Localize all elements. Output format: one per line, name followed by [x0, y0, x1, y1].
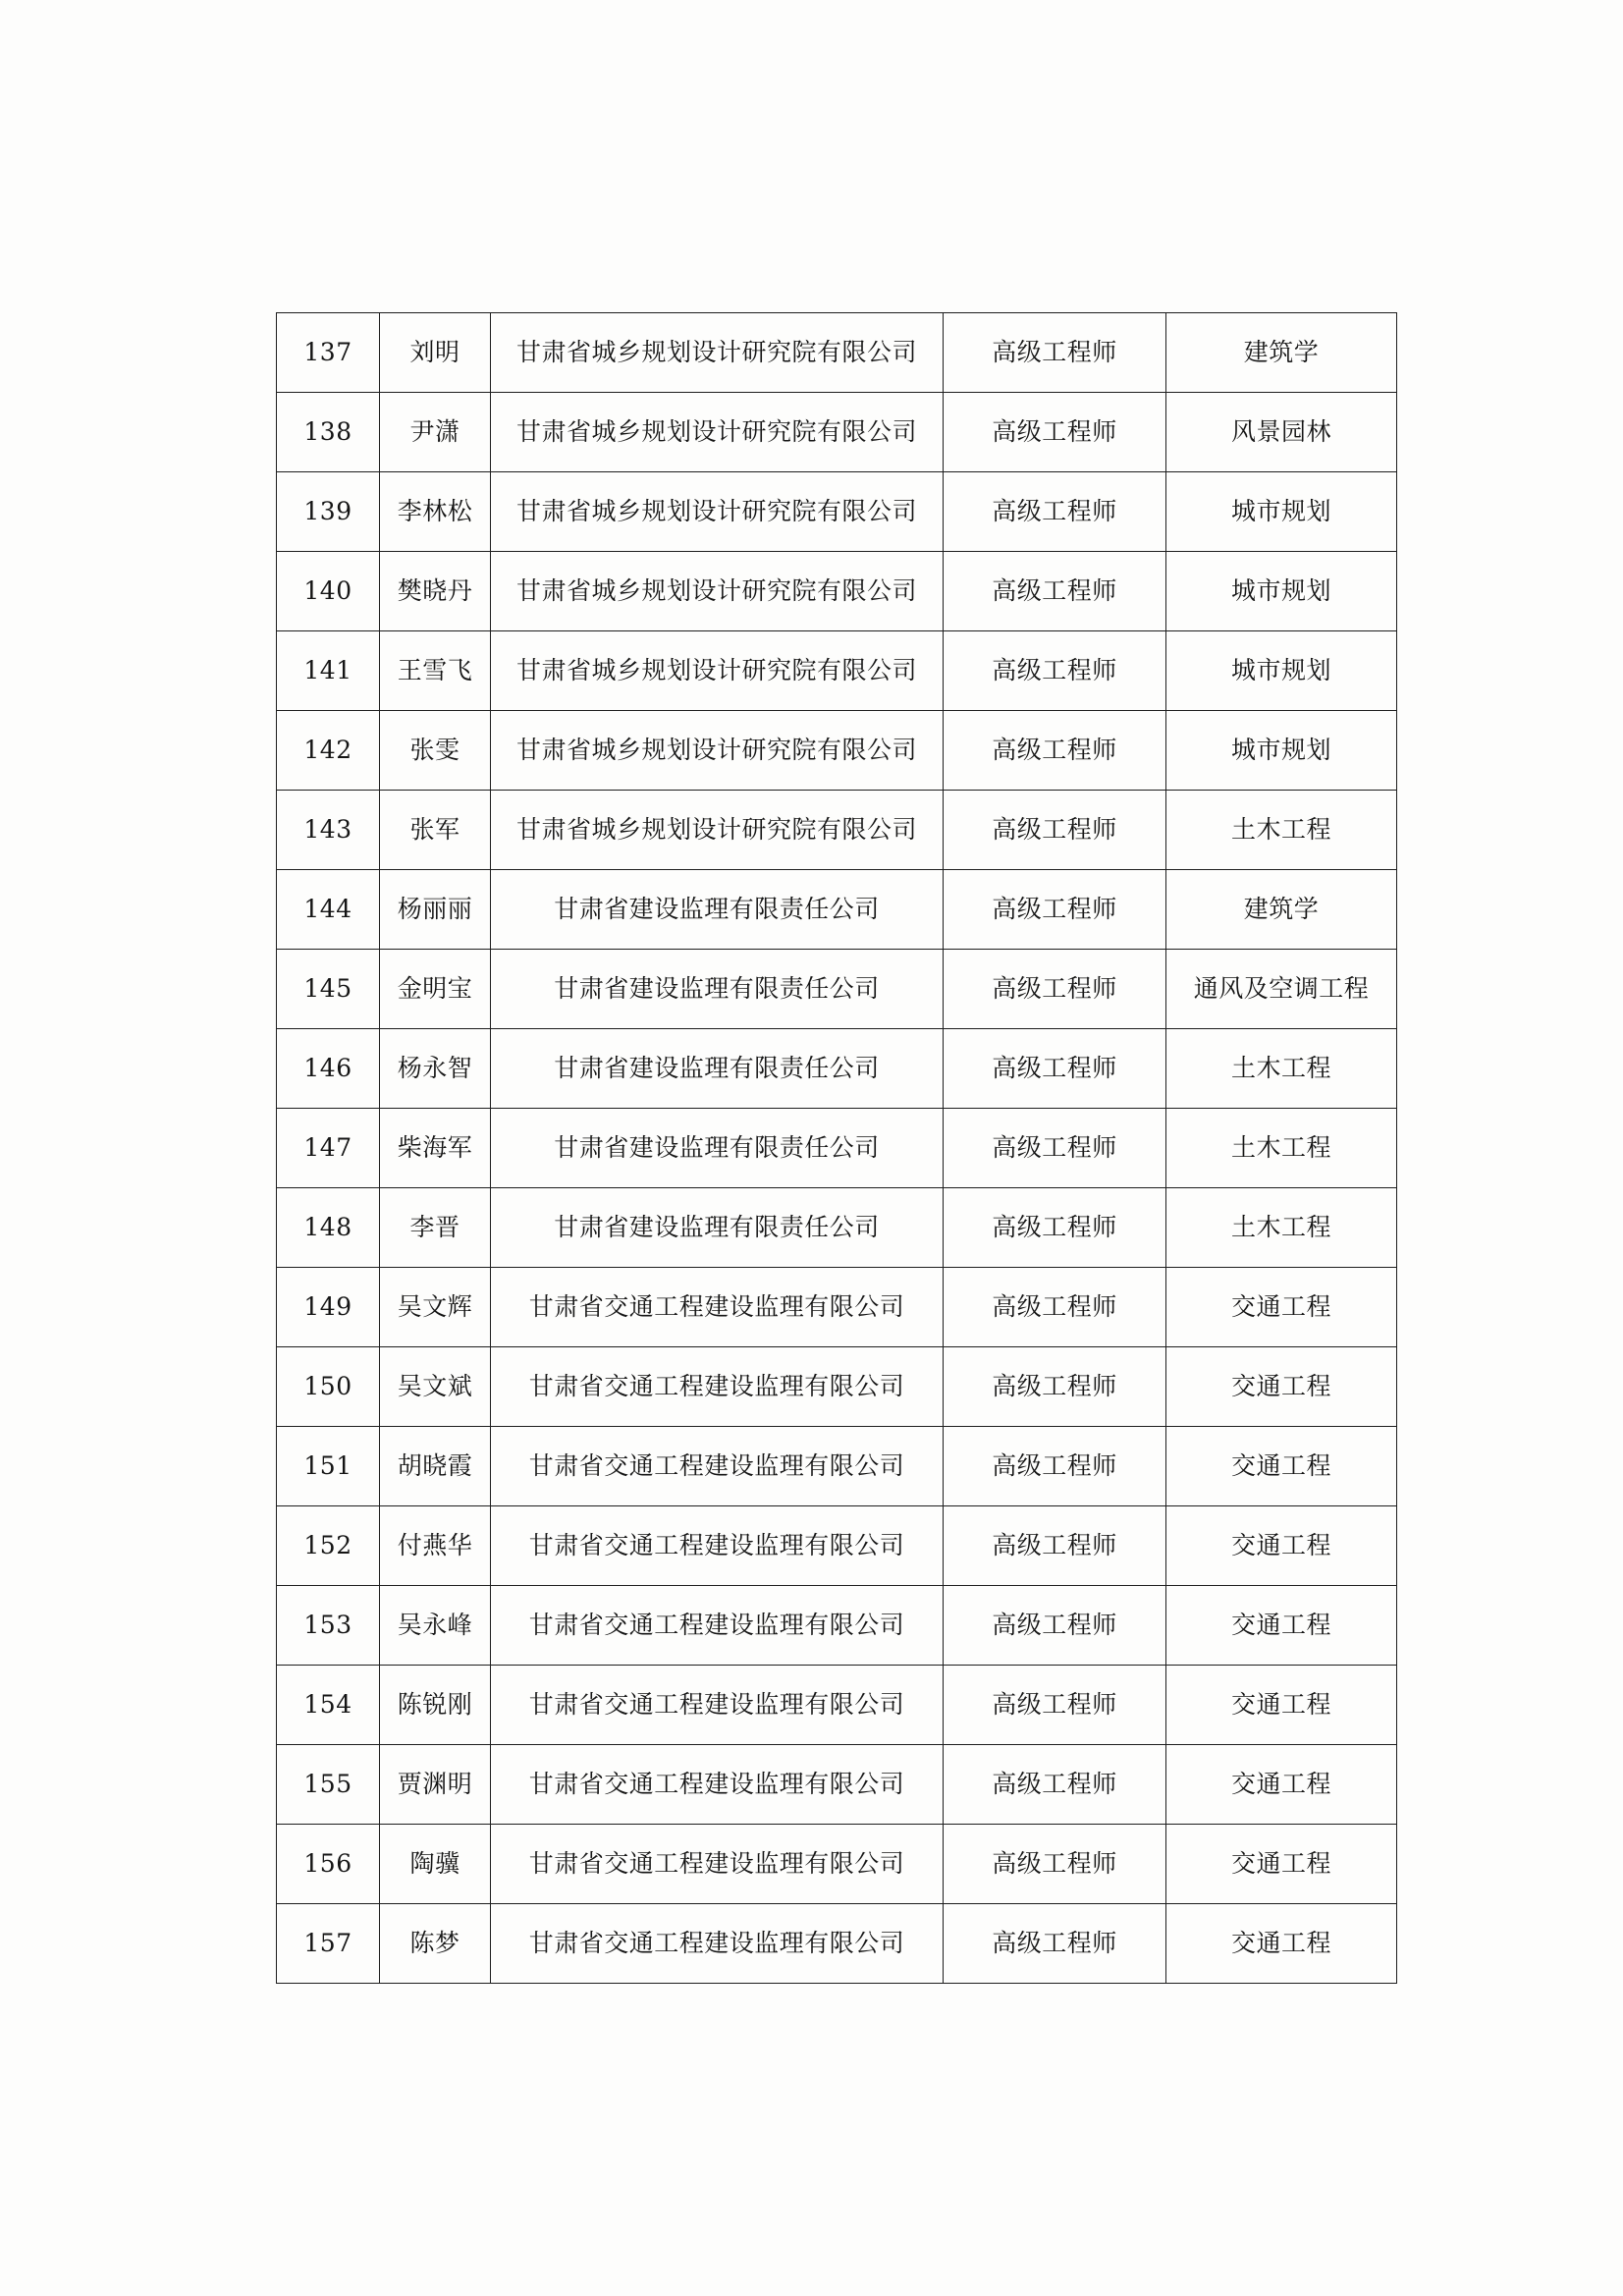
cell-serial-number: 138 — [277, 393, 380, 472]
cell-person-name: 付燕华 — [380, 1506, 491, 1586]
table-row — [277, 870, 1397, 950]
cell-major: 建筑学 — [1166, 870, 1397, 950]
cell-person-name: 金明宝 — [380, 950, 491, 1029]
cell-major: 通风及空调工程 — [1166, 950, 1397, 1029]
cell-declared-title: 高级工程师 — [944, 1268, 1166, 1347]
cell-organization: 甘肃省城乡规划设计研究院有限公司 — [491, 631, 944, 711]
cell-organization: 甘肃省交通工程建设监理有限公司 — [491, 1745, 944, 1825]
cell-person-name: 柴海军 — [380, 1109, 491, 1188]
table-row — [277, 1506, 1397, 1586]
cell-person-name: 樊晓丹 — [380, 552, 491, 631]
cell-major: 交通工程 — [1166, 1745, 1397, 1825]
table-row — [277, 1586, 1397, 1666]
table-row — [277, 1347, 1397, 1427]
cell-serial-number: 149 — [277, 1268, 380, 1347]
cell-serial-number: 146 — [277, 1029, 380, 1109]
table-row — [277, 1188, 1397, 1268]
table-row — [277, 711, 1397, 791]
cell-serial-number: 150 — [277, 1347, 380, 1427]
cell-organization: 甘肃省城乡规划设计研究院有限公司 — [491, 313, 944, 393]
cell-person-name: 吴永峰 — [380, 1586, 491, 1666]
cell-serial-number: 141 — [277, 631, 380, 711]
cell-declared-title: 高级工程师 — [944, 1029, 1166, 1109]
table-row — [277, 313, 1397, 393]
cell-organization: 甘肃省交通工程建设监理有限公司 — [491, 1904, 944, 1984]
cell-declared-title: 高级工程师 — [944, 1825, 1166, 1904]
cell-declared-title: 高级工程师 — [944, 1347, 1166, 1427]
cell-serial-number: 139 — [277, 472, 380, 552]
cell-major: 交通工程 — [1166, 1268, 1397, 1347]
cell-major: 土木工程 — [1166, 791, 1397, 870]
cell-major: 交通工程 — [1166, 1506, 1397, 1586]
cell-serial-number: 154 — [277, 1666, 380, 1745]
table-row — [277, 950, 1397, 1029]
cell-declared-title: 高级工程师 — [944, 472, 1166, 552]
cell-person-name: 杨丽丽 — [380, 870, 491, 950]
cell-declared-title: 高级工程师 — [944, 1666, 1166, 1745]
cell-person-name: 吴文辉 — [380, 1268, 491, 1347]
cell-person-name: 张军 — [380, 791, 491, 870]
cell-serial-number: 156 — [277, 1825, 380, 1904]
table-row — [277, 1904, 1397, 1984]
cell-organization: 甘肃省建设监理有限责任公司 — [491, 870, 944, 950]
cell-person-name: 吴文斌 — [380, 1347, 491, 1427]
cell-serial-number: 143 — [277, 791, 380, 870]
cell-major: 交通工程 — [1166, 1904, 1397, 1984]
cell-person-name: 贾渊明 — [380, 1745, 491, 1825]
roster-table — [276, 312, 1397, 1984]
cell-major: 土木工程 — [1166, 1188, 1397, 1268]
cell-major: 城市规划 — [1166, 472, 1397, 552]
cell-serial-number: 153 — [277, 1586, 380, 1666]
cell-serial-number: 145 — [277, 950, 380, 1029]
cell-person-name: 陈锐刚 — [380, 1666, 491, 1745]
cell-declared-title: 高级工程师 — [944, 1586, 1166, 1666]
cell-organization: 甘肃省建设监理有限责任公司 — [491, 950, 944, 1029]
cell-major: 交通工程 — [1166, 1666, 1397, 1745]
cell-organization: 甘肃省城乡规划设计研究院有限公司 — [491, 552, 944, 631]
cell-declared-title: 高级工程师 — [944, 631, 1166, 711]
cell-organization: 甘肃省交通工程建设监理有限公司 — [491, 1506, 944, 1586]
cell-person-name: 李林松 — [380, 472, 491, 552]
roster-table-container — [276, 312, 1370, 1984]
table-row — [277, 1825, 1397, 1904]
cell-major: 交通工程 — [1166, 1427, 1397, 1506]
cell-major: 交通工程 — [1166, 1586, 1397, 1666]
cell-declared-title: 高级工程师 — [944, 1506, 1166, 1586]
cell-organization: 甘肃省交通工程建设监理有限公司 — [491, 1825, 944, 1904]
cell-person-name: 李晋 — [380, 1188, 491, 1268]
cell-declared-title: 高级工程师 — [944, 313, 1166, 393]
table-row — [277, 1666, 1397, 1745]
cell-declared-title: 高级工程师 — [944, 1904, 1166, 1984]
cell-organization: 甘肃省交通工程建设监理有限公司 — [491, 1427, 944, 1506]
cell-declared-title: 高级工程师 — [944, 870, 1166, 950]
cell-declared-title: 高级工程师 — [944, 1109, 1166, 1188]
cell-declared-title: 高级工程师 — [944, 1745, 1166, 1825]
cell-major: 城市规划 — [1166, 552, 1397, 631]
cell-organization: 甘肃省建设监理有限责任公司 — [491, 1109, 944, 1188]
cell-declared-title: 高级工程师 — [944, 1188, 1166, 1268]
cell-organization: 甘肃省交通工程建设监理有限公司 — [491, 1666, 944, 1745]
cell-person-name: 尹潇 — [380, 393, 491, 472]
cell-organization: 甘肃省建设监理有限责任公司 — [491, 1029, 944, 1109]
table-row — [277, 552, 1397, 631]
cell-organization: 甘肃省城乡规划设计研究院有限公司 — [491, 472, 944, 552]
cell-declared-title: 高级工程师 — [944, 1427, 1166, 1506]
cell-organization: 甘肃省城乡规划设计研究院有限公司 — [491, 711, 944, 791]
cell-person-name: 陈梦 — [380, 1904, 491, 1984]
table-row — [277, 393, 1397, 472]
table-row — [277, 1427, 1397, 1506]
cell-major: 风景园林 — [1166, 393, 1397, 472]
cell-serial-number: 157 — [277, 1904, 380, 1984]
table-row — [277, 472, 1397, 552]
cell-organization: 甘肃省交通工程建设监理有限公司 — [491, 1586, 944, 1666]
cell-person-name: 陶骥 — [380, 1825, 491, 1904]
cell-major: 交通工程 — [1166, 1347, 1397, 1427]
cell-major: 交通工程 — [1166, 1825, 1397, 1904]
cell-serial-number: 137 — [277, 313, 380, 393]
table-row — [277, 1745, 1397, 1825]
cell-declared-title: 高级工程师 — [944, 393, 1166, 472]
table-row — [277, 631, 1397, 711]
cell-serial-number: 142 — [277, 711, 380, 791]
cell-serial-number: 144 — [277, 870, 380, 950]
cell-person-name: 张雯 — [380, 711, 491, 791]
cell-major: 土木工程 — [1166, 1109, 1397, 1188]
table-row — [277, 1268, 1397, 1347]
cell-serial-number: 140 — [277, 552, 380, 631]
cell-serial-number: 151 — [277, 1427, 380, 1506]
cell-person-name: 杨永智 — [380, 1029, 491, 1109]
table-row — [277, 1109, 1397, 1188]
cell-organization: 甘肃省交通工程建设监理有限公司 — [491, 1347, 944, 1427]
cell-serial-number: 155 — [277, 1745, 380, 1825]
cell-major: 建筑学 — [1166, 313, 1397, 393]
cell-declared-title: 高级工程师 — [944, 950, 1166, 1029]
cell-organization: 甘肃省城乡规划设计研究院有限公司 — [491, 791, 944, 870]
cell-major: 城市规划 — [1166, 631, 1397, 711]
cell-serial-number: 147 — [277, 1109, 380, 1188]
roster-table-body — [277, 313, 1397, 1984]
cell-person-name: 刘明 — [380, 313, 491, 393]
cell-declared-title: 高级工程师 — [944, 552, 1166, 631]
cell-major: 土木工程 — [1166, 1029, 1397, 1109]
cell-declared-title: 高级工程师 — [944, 791, 1166, 870]
cell-serial-number: 152 — [277, 1506, 380, 1586]
table-row — [277, 791, 1397, 870]
cell-organization: 甘肃省城乡规划设计研究院有限公司 — [491, 393, 944, 472]
cell-major: 城市规划 — [1166, 711, 1397, 791]
cell-person-name: 王雪飞 — [380, 631, 491, 711]
cell-declared-title: 高级工程师 — [944, 711, 1166, 791]
cell-person-name: 胡晓霞 — [380, 1427, 491, 1506]
table-row — [277, 1029, 1397, 1109]
cell-organization: 甘肃省建设监理有限责任公司 — [491, 1188, 944, 1268]
cell-serial-number: 148 — [277, 1188, 380, 1268]
cell-organization: 甘肃省交通工程建设监理有限公司 — [491, 1268, 944, 1347]
